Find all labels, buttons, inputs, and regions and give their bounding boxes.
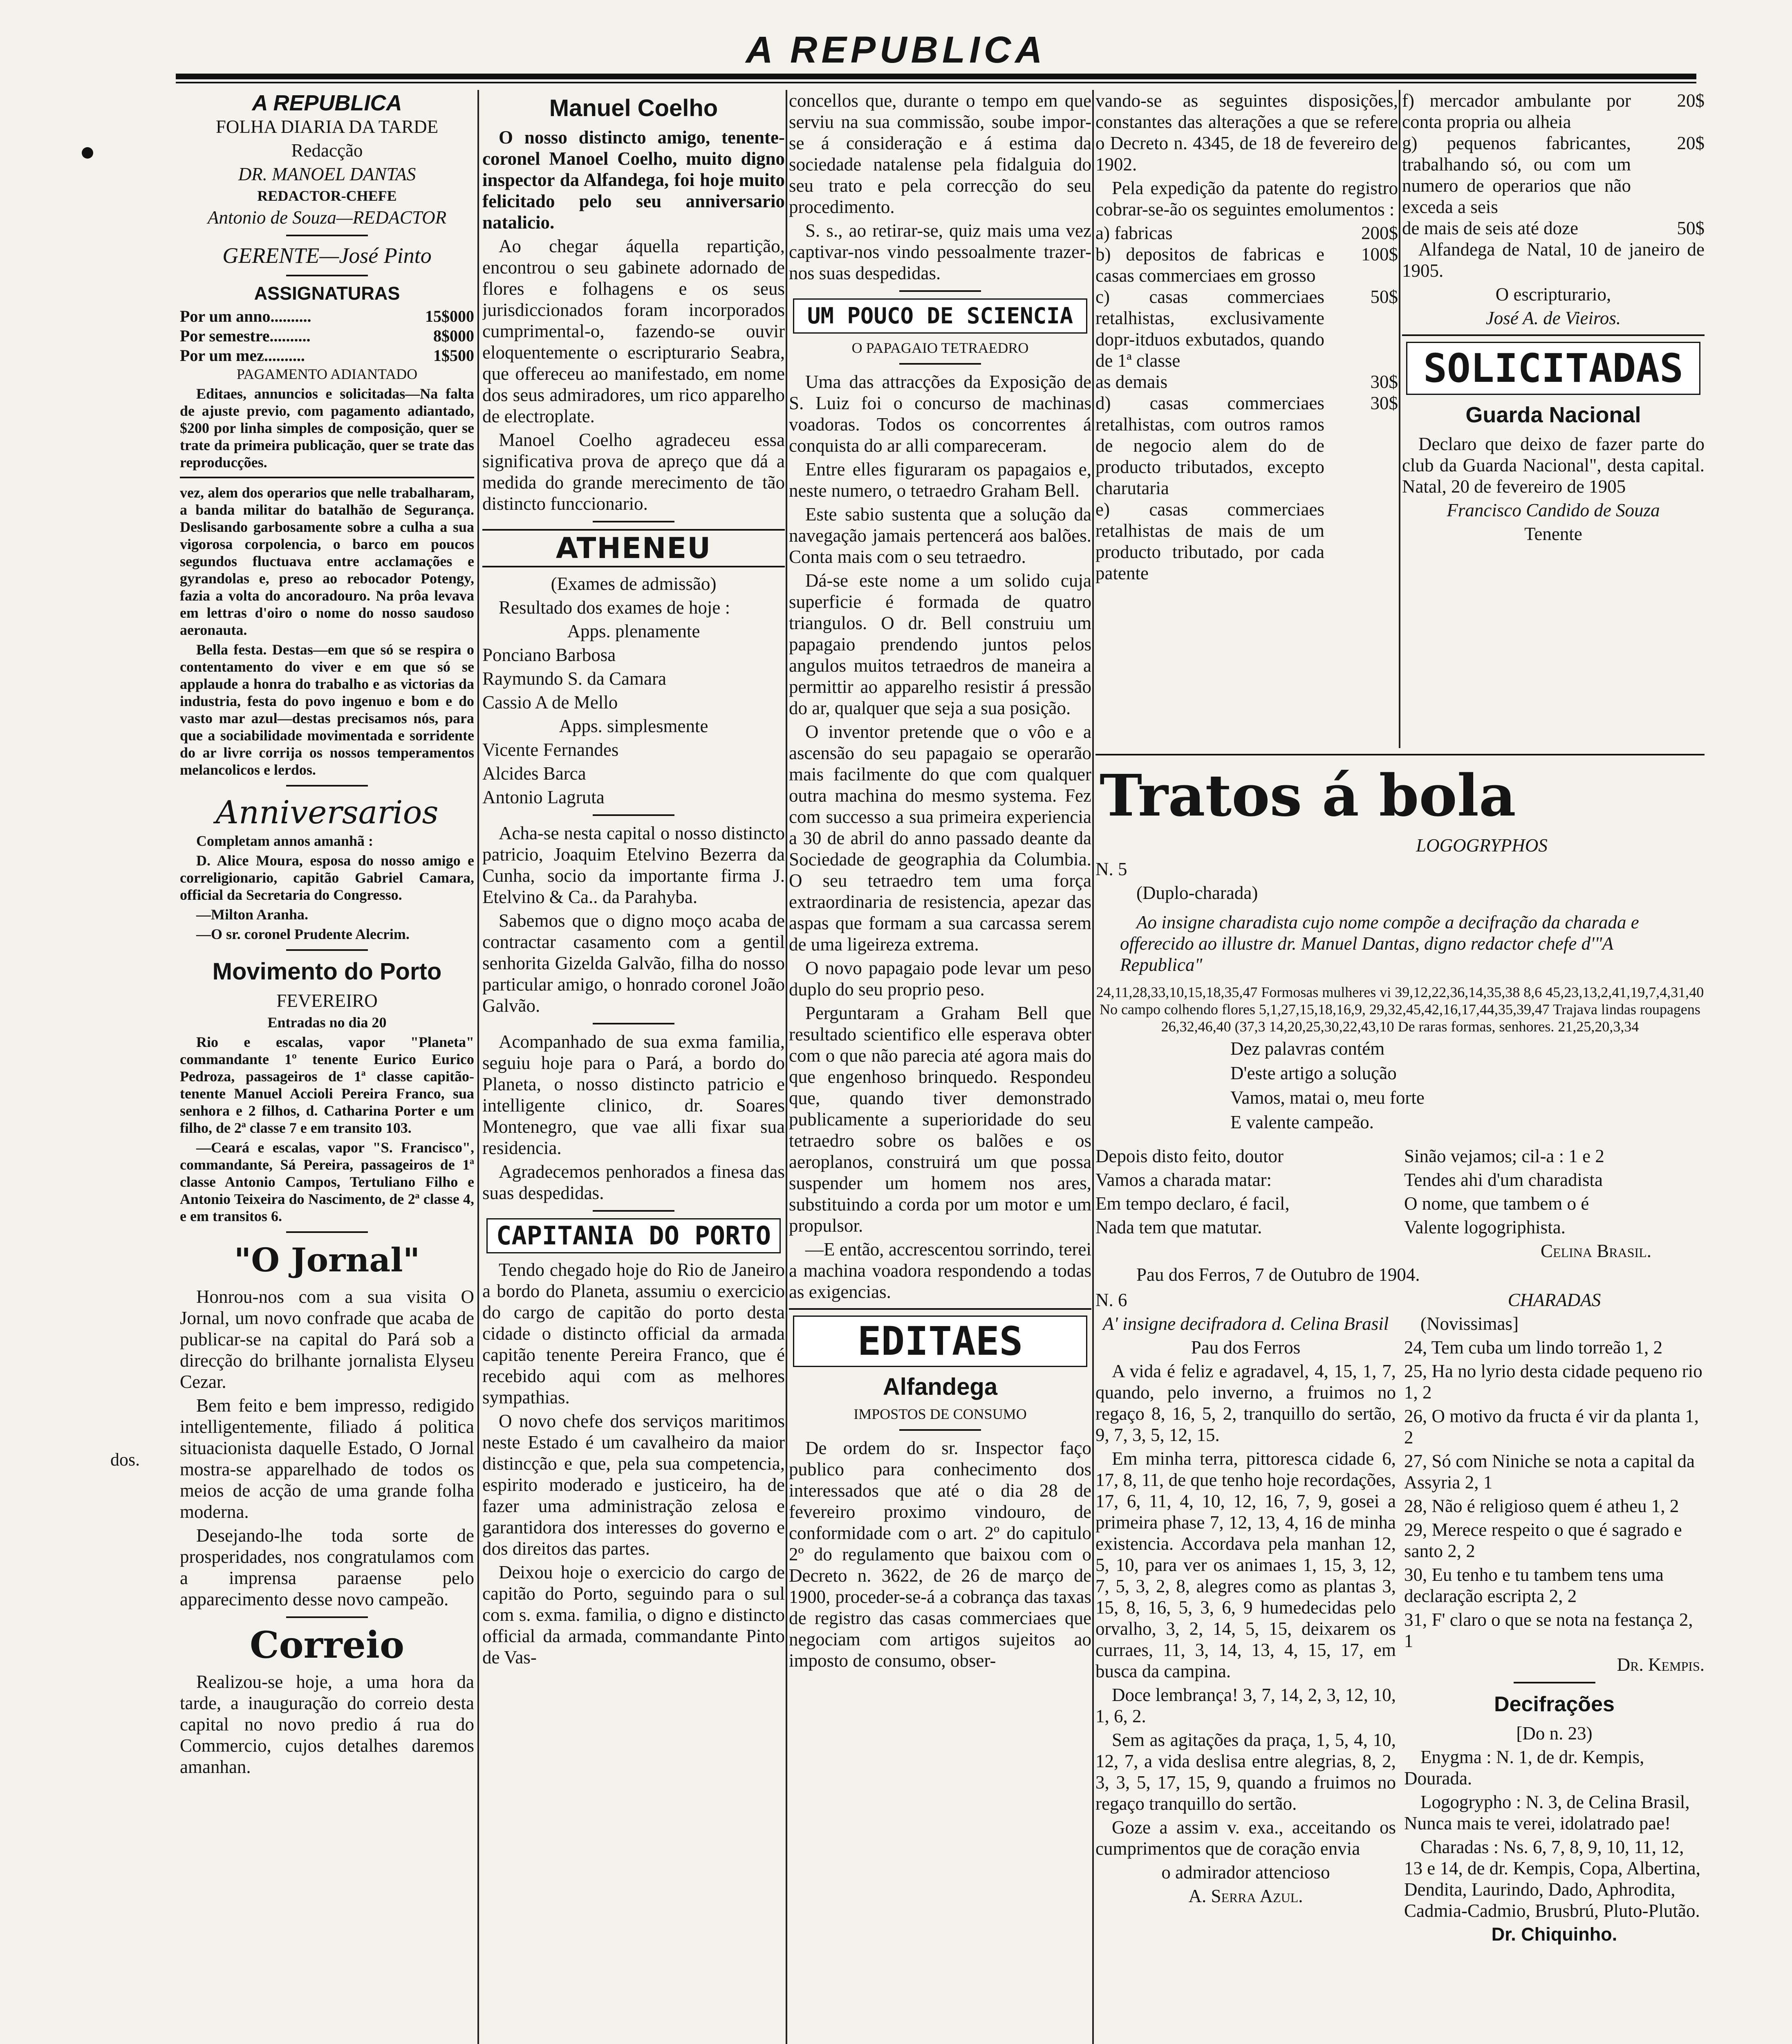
poem-line: Depois disto feito, doutor	[1095, 1146, 1284, 1166]
puzzle-paragraph: Em minha terra, pittoresca cidade 6, 17, 8, 11, de que tenho hoje recordações, 17, 6, 11, 4, 10, 12, 16, 7, 9, gosei a primeira phase 7, 12, 13, 4, 16 de minha existencia. Accordava pela manhan 12, 5, 10, para ver os animaes 1, 15, 3, 12, 7, 5, 3, 2, 8, alegres como as plantas 3, 15, 8, 16, 5, 3, 6, 9 humedecidas pelo orvalho, 3, 2, 14, 5, 15, deixarem os curraes, 11, 3, 14, 13, 4, 15, 17, em busca da campina.	[1095, 1448, 1396, 1681]
poem-line: Tendes ahi d'um charadista	[1404, 1170, 1603, 1190]
fee-row	[1095, 392, 1398, 499]
coelho-heading: Manuel Coelho	[549, 95, 718, 121]
charada-item: 27, Só com Niniche se nota a capital da Assyria 2, 1	[1404, 1451, 1695, 1493]
approved-name: Ponciano Barbosa	[482, 645, 616, 665]
puzzle-number: N. 6	[1095, 1290, 1127, 1310]
fee-value: 30$	[1370, 393, 1398, 413]
top-rule-thin	[176, 82, 1696, 83]
coelho-paragraph: Manoel Coelho agradeceu essa significativa prova de apreço que dá a medida do grande merecimento de tão distincto funccionario.	[482, 430, 785, 514]
poem-line: D'este artigo a solução	[1230, 1063, 1397, 1083]
fee-row	[1095, 499, 1398, 584]
fee-value: 100$	[1361, 244, 1398, 264]
flag-title: A REPUBLICA	[252, 91, 402, 115]
flag-line: REDACTOR-CHEFE	[257, 188, 397, 204]
approved-name: Vicente Fernandes	[482, 740, 619, 760]
separator	[286, 235, 368, 236]
porto-month: FEVEREIRO	[276, 991, 378, 1011]
sciencia-paragraph: Uma das attracções da Exposição de S. Luiz foi o concurso de machinas voadoras. Todos os concorrentes á conquista do ar alli compareceram.	[789, 372, 1091, 456]
separator	[1402, 334, 1705, 336]
plen-heading: Apps. plenamente	[567, 621, 700, 641]
alfandega-heading: Alfandega	[883, 1374, 998, 1400]
fee-row	[1095, 286, 1398, 371]
puzzle-paragraph: Sem as agitações da praça, 1, 5, 4, 10, 12, 7, a vida deslisa entre alegrias, 8, 2, 3, 3, 5, 17, 15, 9, quando a fruimos no regaço tranquillo do sertão.	[1095, 1730, 1396, 1814]
editaes-heading: EDITAES	[793, 1316, 1087, 1367]
signature: Dr. Kempis.	[1617, 1654, 1705, 1675]
jornal-paragraph: Honrou-nos com a sua visita O Jornal, um novo confrade que acaba de publicar-se na capital do Pará sob a direcção do brilhante jornalista Elyseu Cezar.	[180, 1286, 474, 1392]
separator	[593, 521, 674, 522]
puzzle-dedication: Ao insigne charadista cujo nome compõe a decifração da charada e offerecido ao illustre dr. Manuel Dantas, digno redactor chefe d'"A Republica"	[1120, 912, 1639, 975]
jornal-heading: "O Jornal"	[234, 1241, 420, 1279]
poem-line: Vamos, matai o, meu forte	[1230, 1087, 1425, 1108]
fee-value: 30$	[1370, 372, 1398, 392]
poem-line: Vamos a charada matar:	[1095, 1170, 1272, 1190]
approved-name: Antonio Lagruta	[482, 787, 605, 807]
masthead-title: A REPUBLICA	[746, 29, 1046, 71]
puzzle-paragraph: A vida é feliz e agradavel, 4, 15, 1, 7, quando, pelo inverno, a fruimos no regaço 8, 16, 5, 2, tranquillo do sertão, 9, 7, 3, 5, 12, 15.	[1095, 1361, 1396, 1445]
signature: Celina Brasil.	[1541, 1241, 1651, 1261]
flag-line: DR. MANOEL DANTAS	[238, 164, 416, 184]
separator	[286, 1231, 368, 1233]
capitania-paragraph: Deixou hoje o exercicio do cargo de capitão do Porto, seguindo para o sul com s. exma. familia, o digno e distincto official da armada, commandante Pinto de Vas-	[482, 1562, 785, 1667]
fee-row	[1402, 132, 1705, 217]
fee-value: 20$	[1677, 133, 1705, 153]
decifracao-item: Charadas : Ns. 6, 7, 8, 9, 10, 11, 12, 13 e 14, de dr. Kempis, Copa, Albertina, Dendita, Laurindo, Dado, Aphrodita, Cadmia-Cadmio, Brusbrú, Pluto-Plutão.	[1404, 1837, 1700, 1921]
column-3	[789, 90, 1091, 2044]
news-paragraph: Sabemos que o digno moço acaba de contractar casamento com a gentil senhorita Gizelda Galvão, filha do nosso particular amigo, o honrado coronel João Galvão.	[482, 910, 785, 1016]
porto-subtitle: Entradas no dia 20	[267, 1014, 387, 1031]
fee-label: de mais de seis até doze	[1402, 218, 1579, 238]
fee-label: g) pequenos fabricantes, trabalhando só, ou com um numero de operarios que não exceda a seis	[1402, 133, 1631, 217]
price-label: Por semestre..........	[180, 327, 311, 345]
puzzle-paragraph: Goze a assim v. exa., acceitando os cumprimentos que de coração envia	[1095, 1817, 1396, 1859]
signature: José A. de Vieiros.	[1485, 308, 1621, 328]
poem-line: O nome, que tambem o é	[1404, 1193, 1589, 1214]
decifracoes-heading: Decifrações	[1494, 1692, 1615, 1716]
news-paragraph: Alfandega de Natal, 10 de janeiro de 1905.	[1402, 239, 1705, 281]
puzzle-numbers: 24,11,28,33,10,15,18,35,47 Formosas mulheres vi 39,12,22,36,14,35,38 8,6 45,23,13,2,41,19,7,4,31,40 No campo colhendo flores 5,1,27,15,18,16,9, 29,32,45,42,16,17,44,35,39,47 Trajava lindas roupagens 26,32,46,40 (37,3 14,20,25,30,22,43,10 De raras formas, senhores. 21,25,20,3,34	[1096, 984, 1704, 1035]
separator	[593, 1210, 674, 1212]
fee-label: d) casas commerciaes retalhistas, com outros ramos de negocio alem do de producto tributados, excepto charutaria	[1095, 393, 1324, 498]
charada-item: 31, F' claro o que se nota na festança 2, 1	[1404, 1609, 1693, 1651]
column-1	[180, 90, 474, 2044]
separator	[899, 1429, 981, 1431]
fee-row	[1095, 222, 1398, 244]
approved-name: Alcides Barca	[482, 763, 586, 784]
separator	[789, 1308, 1091, 1310]
solicitadas-heading: SOLICITADAS	[1406, 342, 1700, 395]
separator	[593, 1023, 674, 1024]
sciencia-paragraph: Dá-se este nome a um solido cuja superficie é formada de quatro triangulos. O dr. Bell construiu um papagaio prendendo juntos pelos angulos muitos tetraedros de maneira a permittir ao apparelho resistir á pressão do ar, qualquer que seja a sua posição.	[789, 570, 1091, 718]
poem-right	[1404, 1145, 1705, 1240]
sciencia-paragraph: O inventor pretende que o vôo e a ascensão do seu papagaio se operarão mais facilmente do que com qualquer outra machina do mesmo systema. Fez com successo a sua primeira experiencia a 30 de abril do anno passado deante da Sociedade de geographia da Columbia. O seu tetraedro tem uma força extraordinaria de resistencia, apezar das aspas que formam a sua carcassa serem de uma ligeireza extrema.	[789, 722, 1091, 955]
anniv-item: D. Alice Moura, esposa do nosso amigo e correligionario, capitão Gabriel Camara, official da Secretaria do Congresso.	[180, 852, 474, 903]
decifracao-item: Enygma : N. 1, de dr. Kempis, Dourada.	[1404, 1747, 1644, 1788]
sciencia-paragraph: Este sabio sustenta que a solução da navegação jamais pertencerá aos balões. Conta mais com o seu tetraedro.	[789, 504, 1091, 567]
flag-line: Antonio de Souza—REDACTOR	[207, 207, 447, 228]
coelho-paragraph: Ao chegar áquella repartição, encontrou o seu gabinete adornado de flores e folhagens e os seus jurisdiccionados foram incorporados cumprimental-o, fazendo-se ouvir eloquentemente o escripturario Seabra, que offereceu ao manifestado, em nome dos seus admiradores, um rico apparelho de electroplate.	[482, 236, 785, 426]
puzzle-number: N. 5	[1095, 859, 1127, 879]
price-value: 8$000	[433, 327, 474, 345]
flag-line: Redacção	[291, 140, 363, 161]
flag-line: FOLHA DIARIA DA TARDE	[215, 117, 439, 137]
price-label: Por um anno..........	[180, 307, 311, 325]
charada-item: 29, Merece respeito o que é sagrado e santo 2, 2	[1404, 1520, 1682, 1561]
separator	[1514, 1682, 1595, 1683]
column-divider	[1092, 90, 1094, 2044]
anniversarios-heading: Anniversarios	[215, 794, 439, 831]
top-rule	[176, 74, 1696, 79]
decifracao-item: Logogrypho : N. 3, de Celina Brasil, Nunca mais te verei, idolatrado pae!	[1404, 1792, 1690, 1833]
news-paragraph: Agradecemos penhorados a finesa das suas despedidas.	[482, 1161, 785, 1203]
column-2	[482, 90, 785, 2044]
separator	[899, 363, 981, 365]
poem-left	[1095, 1145, 1396, 1240]
editaes-note: Editaes, annuncios e solicitadas—Na falta de ajuste previo, com pagamento adiantado, $200 por linha simples de composição, quer se trate da primeira publicação, quer se trate das reproducções.	[180, 385, 474, 471]
poem-columns	[1095, 1145, 1705, 1240]
price-label: Por um mez..........	[180, 346, 305, 365]
simp-heading: Apps. simplesmente	[559, 716, 708, 736]
signature: Dr. Chiquinho.	[1491, 1924, 1617, 1945]
column-divider	[477, 90, 479, 2044]
column-5	[1402, 90, 1705, 744]
porto-item: Rio e escalas, vapor "Planeta" commandante 1º tenente Eurico Eurico Pedroza, passageiros de 1ª classe capitão-tenente Manuel Accioli Pereira Franco, sua senhora e 2 filhos, d. Catharina Porter e um filho, de 2ª classe 7 e em transito 103.	[180, 1034, 474, 1136]
fee-value: 20$	[1677, 90, 1705, 111]
separator	[286, 785, 368, 787]
porto-heading: Movimento do Porto	[212, 958, 442, 985]
poem-line: E valente campeão.	[1230, 1112, 1374, 1132]
poem-line: Sinão vejamos; cil-a : 1 e 2	[1404, 1146, 1604, 1166]
atheneu-intro: Resultado dos exames de hoje :	[499, 597, 730, 618]
price-value: 1$500	[433, 346, 474, 365]
news-paragraph: Pela expedição da patente do registro cobrar-se-ão os seguintes emolumentos :	[1095, 178, 1398, 220]
sciencia-paragraph: —E então, accrescentou sorrindo, terei a machina voadora respondendo a todas as exigencias.	[789, 1239, 1091, 1302]
anniv-item: —O sr. coronel Prudente Alecrim.	[196, 926, 410, 942]
approved-name: Cassio A de Mello	[482, 692, 618, 713]
price-value: 15$000	[425, 307, 474, 325]
separator	[593, 814, 674, 816]
fee-row	[1402, 217, 1705, 239]
tratos-heading: Tratos á bola	[1100, 762, 1516, 829]
puzzle-place: Pau dos Ferros	[1191, 1337, 1301, 1358]
atheneu-subtitle: (Exames de admissão)	[551, 574, 717, 594]
charada-item: 24, Tem cuba um lindo torreão 1, 2	[1404, 1337, 1663, 1358]
sciencia-paragraph: Entre elles figuraram os papagaios e, neste numero, o tetraedro Graham Bell.	[789, 459, 1091, 501]
margin-dot	[82, 147, 93, 159]
charada-item: 26, O motivo da fructa é vir da planta 1, 2	[1404, 1406, 1699, 1448]
decifracoes-subtitle: [Do n. 23)	[1516, 1723, 1593, 1744]
price-row	[180, 326, 474, 346]
fee-row	[1402, 90, 1705, 132]
fee-value: 50$	[1370, 287, 1398, 307]
anniv-subtitle: Completam annos amanhã :	[196, 833, 374, 849]
sciencia-paragraph: Perguntaram a Graham Bell que resultado scientifico elle esperava obter com o que não parecia até agora mais do que engenhoso brinquedo. Respondeu que, quando tiver demonstrado publicamente a superioridade do seu tetraedro sobre os balões e os aeroplanos, construirá um que possa suspender um homem nos ares, substituindo a corda por um motor e um propulsor.	[789, 1003, 1091, 1236]
separator	[180, 477, 474, 478]
coelho-paragraph: O nosso distincto amigo, tenente-coronel Manoel Coelho, muito digno inspector da Alfandega, foi hoje muito felicitado pelo seu anniversario natalicio.	[482, 127, 785, 233]
place-date: Pau dos Ferros, 7 de Outubro de 1904.	[1136, 1264, 1420, 1285]
puzzle-type: (Duplo-charada)	[1136, 883, 1258, 903]
editaes-paragraph: De ordem do sr. Inspector faço publico para conhecimento dos interessados que até o dia 28 de fevereiro proximo vindouro, de conformidade com o art. 2º do capitulo 2º do regulamento que baixou com o Decreto n. 3622, de 26 de março de 1900, proceder-se-á a cobrança das taxas de registro das casas commerciaes que negociam com artigos sujeitos ao imposto de consumo, obser-	[789, 1438, 1091, 1671]
anniv-item: —Milton Aranha.	[196, 906, 309, 923]
separator	[899, 290, 981, 292]
news-paragraph: Acha-se nesta capital o nosso distincto patricio, Joaquim Etelvino Bezerra da Cunha, socio da importante firma J. Etelvino & Ca.. da Parahyba.	[482, 823, 785, 907]
poem-line: Dez palavras contém	[1230, 1038, 1385, 1059]
separator	[286, 1616, 368, 1618]
tratos-section	[1095, 748, 1705, 2044]
logogryphos-heading: LOGOGRYPHOS	[1416, 835, 1548, 856]
jornal-paragraph: Bem feito e bem impresso, redigido intelligentemente, filiado á politica situacionista daquelle Estado, O Jornal mostra-se apparelhado de todos os meios de acção de uma grande folha moderna.	[180, 1395, 474, 1522]
n6-column	[1095, 1289, 1396, 1948]
charadas-columns	[1095, 1289, 1705, 1948]
sciencia-subtitle: O PAPAGAIO TETRAEDRO	[851, 340, 1029, 356]
fee-label: c) casas commerciaes retalhistas, exclusivamente dopr-itduos exbutados, quando de 1ª classe	[1095, 287, 1324, 371]
fee-row	[1095, 371, 1398, 392]
capitania-heading: CAPITANIA DO PORTO	[486, 1218, 781, 1253]
capitania-paragraph: Tendo chegado hoje do Rio de Janeiro a bordo do Planeta, assumiu o exercicio do cargo de capitão do porto desta cidade o distincto official da armada capitão tenente Pereira Franco, que é recebido aqui com as melhores sympathias.	[482, 1260, 785, 1407]
capitania-paragraph: O novo chefe dos serviços maritimos neste Estado é um cavalheiro da maior distincção e que, pela sua competencia, espirito moderado e justiceiro, ha de fazer uma administração zelosa e garantidora dos interesses do governo e dos direitos das partes.	[482, 1411, 785, 1559]
fee-label: as demais	[1095, 372, 1168, 392]
jornal-paragraph: Desejando-lhe toda sorte de prosperidades, nos congratulamos com a imprensa paraense pelo apparecimento desse novo campeão.	[180, 1525, 474, 1609]
poem-line: Em tempo declaro, é facil,	[1095, 1193, 1290, 1214]
news-paragraph: concellos que, durante o tempo em que serviu na sua commissão, soube impor-se á consideração e á estima da sociedade natalense pela fidalguia do seu trato e pela correcção do seu procedimento.	[789, 90, 1091, 217]
charada-item: 28, Não é religioso quem é atheu 1, 2	[1404, 1496, 1679, 1516]
poem-line: Valente logogriphista.	[1404, 1217, 1566, 1237]
lead-text: vez, alem dos operarios que nelle trabalharam, a banda militar do batalhão de Segurança. Deslisando garbosamente sobre a culha a sua vigorosa corpolencia, o barco em poucos segundos fluctuava entre acclamações e gyrandolas e, preso ao rebocador Potengy, fazia a volta do ancoradouro. Na prôa levava em lettras d'oiro o nome do nosso saudoso aeronauta.	[180, 484, 474, 638]
sciencia-paragraph: O novo papagaio pode levar um peso duplo do seu proprio peso.	[789, 958, 1091, 1000]
fee-label: e) casas commerciaes retalhistas de mais de um producto tributado, por cada patente	[1095, 499, 1324, 583]
fee-value: 50$	[1677, 218, 1705, 238]
signature-line: O escripturario,	[1495, 284, 1611, 305]
news-paragraph: S. s., ao retirar-se, quiz mais uma vez captivar-nos vindo pessoalmente trazer-nos suas despedidas.	[789, 220, 1091, 283]
pagamento-note: PAGAMENTO ADIANTADO	[236, 366, 418, 382]
charadas-heading: CHARADAS	[1508, 1290, 1601, 1310]
puzzle-dedication: A' insigne decifradora d. Celina Brasil	[1102, 1313, 1389, 1334]
lead-text: Bella festa. Destas—em que só se respira o contentamento do viver e em que só se applaude a honra do trabalho e as victorias da industria, festa do povo ingenuo e bom e do vasto mar azul—destas precisamos nós, para que a sociabilidade movimentada e sorridente do ar livre corrija os nossos temperamentos melancolicos e lerdos.	[180, 641, 474, 778]
guarda-paragraph: Declaro que deixo de fazer parte do club da Guarda Nacional", desta capital. Natal, 20 de fevereiro de 1905	[1402, 434, 1705, 497]
signature: Francisco Candido de Souza	[1447, 500, 1660, 520]
correio-paragraph: Realizou-se hoje, a uma hora da tarde, a inauguração do correio desta capital no novo predio á rua do Commercio, cujos detalhes daremos amanhan.	[180, 1672, 474, 1777]
assignaturas-heading: ASSIGNATURAS	[254, 283, 400, 304]
guarda-heading: Guarda Nacional	[1465, 403, 1641, 427]
price-row	[180, 346, 474, 365]
puzzle-paragraph: Doce lembrança! 3, 7, 14, 2, 3, 12, 10, 1, 6, 2.	[1095, 1685, 1396, 1726]
charada-item: 25, Ha no lyrio desta cidade pequeno rio 1, 2	[1404, 1361, 1702, 1403]
fee-row	[1095, 244, 1398, 286]
fee-label: f) mercador ambulante por conta propria ou alheia	[1402, 90, 1631, 132]
atheneu-heading: ATHENEU	[482, 529, 785, 567]
news-paragraph: vando-se as seguintes disposições, constantes das alterações a que se refere o Decreto n. 4345, de 18 de fevereiro de 1902.	[1095, 90, 1398, 175]
signature-line: o admirador attencioso	[1161, 1862, 1330, 1883]
approved-name: Raymundo S. da Camara	[482, 668, 666, 689]
charadas-subtitle: (Novissimas]	[1420, 1313, 1519, 1334]
news-paragraph: Acompanhado de sua exma familia, seguiu hoje para o Pará, a bordo do Planeta, o nosso distincto patricio e intelligente clinico, dr. Soares Montenegro, que vae alli fixar sua residencia.	[482, 1031, 785, 1158]
fee-label: b) depositos de fabricas e casas commerciaes em grosso	[1095, 244, 1324, 286]
separator	[286, 949, 368, 951]
sciencia-heading: UM POUCO DE SCIENCIA	[793, 298, 1087, 334]
charada-item: 30, Eu tenho e tu tambem tens uma declaração escripta 2, 2	[1404, 1564, 1664, 1606]
fee-value: 200$	[1361, 223, 1398, 243]
signature-rank: Tenente	[1524, 524, 1582, 544]
margin-note: dos.	[110, 1450, 140, 1470]
fee-label: a) fabricas	[1095, 223, 1173, 243]
separator	[286, 275, 368, 276]
poem-line: Nada tem que matutar.	[1095, 1217, 1262, 1237]
column-divider	[786, 90, 787, 2044]
charadas-column	[1404, 1289, 1705, 1948]
porto-item: —Ceará e escalas, vapor "S. Francisco", commandante, Sá Pereira, passageiros de 1ª classe Antonio Campos, Tertuliano Filho e Antonio Teixeira do Nascimento, de 2ª classe 4, e em transitos 6.	[180, 1139, 474, 1224]
signature: A. Serra Azul.	[1188, 1886, 1303, 1906]
correio-heading: Correio	[250, 1623, 404, 1667]
separator	[1095, 754, 1705, 755]
gerente-line: GERENTE—José Pinto	[222, 243, 432, 268]
price-row	[180, 307, 474, 326]
impostos-subtitle: IMPOSTOS DE CONSUMO	[853, 1406, 1027, 1422]
